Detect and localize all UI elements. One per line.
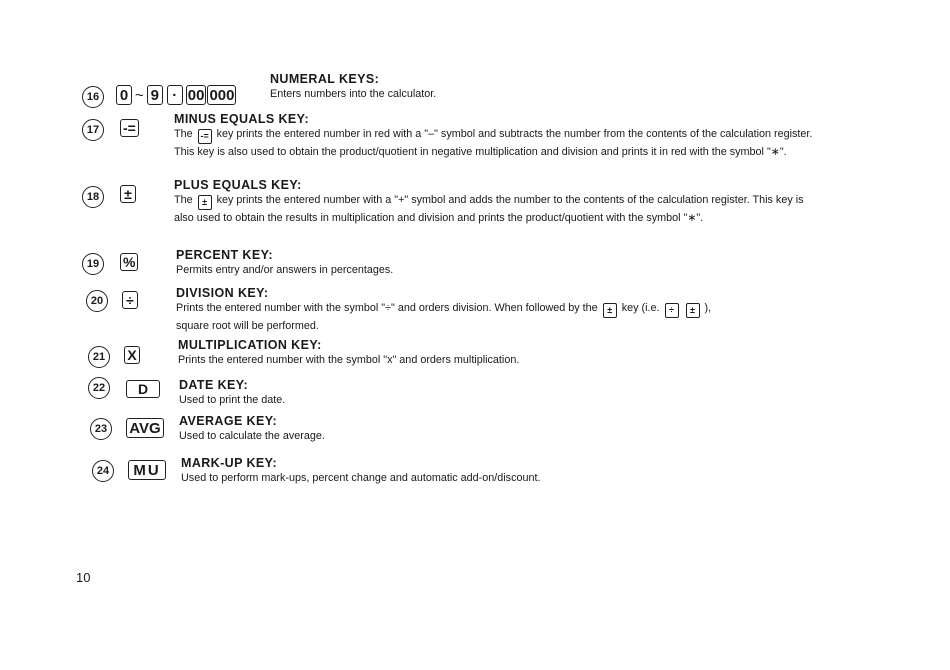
plus-equals-key-icon: ±: [120, 185, 136, 203]
entry-title: PLUS EQUALS KEY:: [174, 178, 302, 192]
entry-title: DIVISION KEY:: [176, 286, 269, 300]
description-text: key prints the entered number with a "+" symbol and adds the number to the contents of the calculation register. This key is also used to obtain the results in multiplication and division and prints the product/quotient with the symbol "∗".: [174, 194, 804, 224]
entry-description: [174, 126, 824, 160]
division-key-icon: ÷: [122, 291, 138, 309]
minus-equals-key-icon: -=: [120, 119, 139, 137]
entry-description: [174, 192, 824, 226]
description-text: key prints the entered number in red with a "–" symbol and subtracts the number from the contents of the calculation register. This key is also used to obtain the product/quotient in negative multiplication and division and prints it in red with the symbol "∗".: [174, 128, 813, 158]
description-text: Prints the entered number with the symbol "÷" and orders division. When followed by the: [176, 302, 598, 314]
range-tilde: ~: [135, 86, 144, 104]
entry-description: Prints the entered number with the symbol "x" and orders multiplication.: [178, 354, 520, 366]
plus-equals-key-icon: ±: [198, 195, 212, 210]
entry-title: PERCENT KEY:: [176, 248, 273, 262]
key-9-icon: 9: [147, 85, 163, 105]
item-number: 21: [88, 346, 110, 368]
description-text: The: [174, 128, 193, 140]
key-00-icon: 00: [187, 86, 205, 104]
page-number: 10: [76, 570, 91, 585]
numeral-keys-group: [116, 85, 236, 105]
item-number: 22: [88, 377, 110, 399]
item-number: 18: [82, 186, 104, 208]
description-text: The: [174, 194, 193, 206]
entry-title: MARK-UP KEY:: [181, 456, 278, 470]
item-number: 24: [92, 460, 114, 482]
percent-key-icon: %: [120, 253, 138, 271]
minus-equals-key-icon: -=: [198, 129, 212, 144]
key-000-icon: 000: [209, 86, 235, 104]
description-text: ),: [704, 302, 712, 314]
entry-title: DATE KEY:: [179, 378, 249, 392]
entry-description: Used to print the date.: [179, 394, 286, 406]
entry-description: Permits entry and/or answers in percentages.: [176, 264, 394, 276]
description-text: key (i.e.: [621, 302, 660, 314]
key-0-icon: 0: [116, 85, 132, 105]
entry-title: MULTIPLICATION KEY:: [178, 338, 322, 352]
plus-equals-key-icon: ±: [686, 303, 700, 318]
entry-title: NUMERAL KEYS:: [270, 72, 380, 86]
item-number: 17: [82, 119, 104, 141]
entry-description: [176, 300, 826, 334]
mark-up-key-icon: MU: [128, 460, 166, 480]
key-decimal-icon: ·: [167, 85, 183, 105]
entry-description: Used to perform mark-ups, percent change and automatic add-on/discount.: [181, 472, 541, 484]
date-key-icon: D: [126, 380, 160, 398]
plus-equals-key-icon: ±: [603, 303, 617, 318]
average-key-icon: AVG: [126, 418, 164, 438]
entry-title: AVERAGE KEY:: [179, 414, 278, 428]
entry-description: Used to calculate the average.: [179, 430, 325, 442]
description-text: square root will be performed.: [176, 320, 319, 332]
item-number: 23: [90, 418, 112, 440]
entry-description: Enters numbers into the calculator.: [270, 88, 437, 100]
item-number: 16: [82, 86, 104, 108]
division-key-icon: ÷: [665, 303, 679, 318]
item-number: 19: [82, 253, 104, 275]
item-number: 20: [86, 290, 108, 312]
entry-title: MINUS EQUALS KEY:: [174, 112, 310, 126]
multiplication-key-icon: X: [124, 346, 140, 364]
